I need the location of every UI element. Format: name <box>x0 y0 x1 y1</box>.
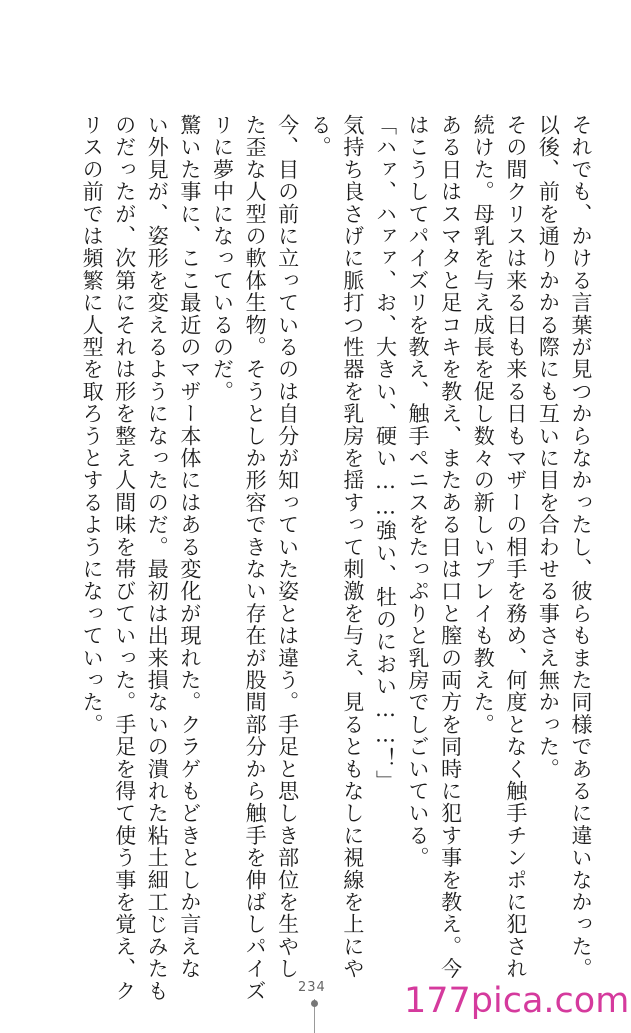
text-column: のだったが、次第にそれは形を整え人間味を帯びていった。手足を得て使う事を覚え、ク <box>112 114 137 1003</box>
text-column: た歪な人型の軟体生物。そうとしか形容できない存在が股間部分から触手を伸ばしパイズ <box>243 114 268 1002</box>
text-column: ある日はスマタと足コキを教え、またある日は口と膣の両方を同時に犯す事を教え。今 <box>438 114 463 980</box>
text-column: はこうしてパイズリを教え、触手ペニスをたっぷりと乳房でしごいている。 <box>406 114 431 869</box>
watermark: 177pica.com <box>404 981 630 1021</box>
text-column: る。 <box>308 114 333 159</box>
text-column: 気持ち良さげに脈打つ性器を乳房を揺すって刺激を与え、見るともなしに視線を上にや <box>340 114 365 980</box>
text-column: 続けた。母乳を与え成長を促し数々の新しいプレイも教えた。 <box>471 114 496 736</box>
text-column: その間クリスは来る日も来る日もマザーの相手を務め、何度となく触手チンポに犯され <box>503 114 528 980</box>
text-column: 以後、前を通りかかる際にも互いに目を合わせる事さえ無かった。 <box>536 114 561 780</box>
text-column: 今、目の前に立っているのは自分が知っていた姿とは違う。手足と思しき部位を生やし <box>275 114 300 980</box>
text-column: 驚いた事に、ここ最近のマザー本体にはある変化が現れた。クラゲもどきとしか言えな <box>177 114 202 980</box>
text-column: リスの前では頻繁に人型を取ろうとするようになっていった。 <box>80 114 105 736</box>
page-number: 234 <box>298 980 326 995</box>
text-column: 「ハァ、ハァァ、お、大きい、硬い……強い、牡のにおい……！」 <box>373 114 398 792</box>
text-column: それでも、かける言葉が見つからなかったし、彼らもまた同様であるに違いなかった。 <box>569 114 593 980</box>
text-column: い外見が、姿形を変えるようになったのだ。最初は出来損ないの潰れた粘土細工じみたも <box>145 114 170 1002</box>
page-marker-dot <box>311 1000 318 1007</box>
text-column: リに夢中になっているのだ。 <box>210 114 235 403</box>
